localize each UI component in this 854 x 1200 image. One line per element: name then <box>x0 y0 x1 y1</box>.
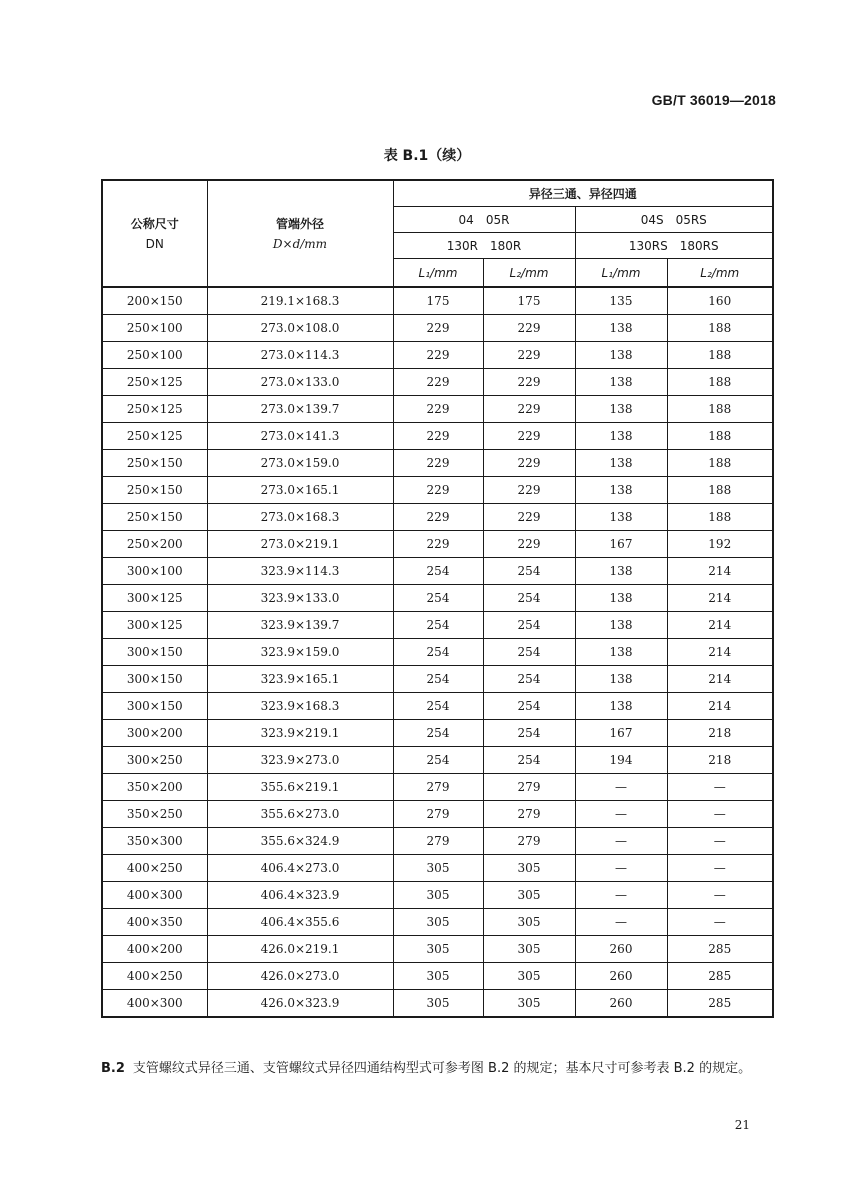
table-row <box>102 828 773 855</box>
cell-l1-b: — <box>575 828 667 855</box>
cell-l2-b: 214 <box>667 693 773 720</box>
cell-l2-b: 214 <box>667 585 773 612</box>
cell-l1-b: 138 <box>575 342 667 369</box>
header-subgroup-a-line2: 130R 180R <box>393 233 575 259</box>
table-row <box>102 882 773 909</box>
cell-nominal-size: 400×250 <box>102 963 207 990</box>
cell-l2-b: 160 <box>667 287 773 315</box>
table-row <box>102 342 773 369</box>
table-row <box>102 315 773 342</box>
cell-nominal-size: 400×300 <box>102 990 207 1018</box>
header-nominal-size-label: 公称尺寸 <box>130 216 179 231</box>
header-subgroup-b-line2: 130RS 180RS <box>575 233 773 259</box>
cell-outer-diameter: 273.0×159.0 <box>207 450 393 477</box>
cell-l1-a: 254 <box>393 639 483 666</box>
cell-outer-diameter: 273.0×165.1 <box>207 477 393 504</box>
cell-l2-a: 229 <box>483 396 575 423</box>
cell-l2-b: 214 <box>667 612 773 639</box>
cell-l1-b: 138 <box>575 423 667 450</box>
cell-l2-b: — <box>667 801 773 828</box>
cell-l1-a: 305 <box>393 936 483 963</box>
cell-l2-a: 254 <box>483 666 575 693</box>
cell-outer-diameter: 406.4×323.9 <box>207 882 393 909</box>
cell-l2-b: 188 <box>667 450 773 477</box>
cell-outer-diameter: 355.6×273.0 <box>207 801 393 828</box>
cell-l1-b: 138 <box>575 693 667 720</box>
cell-l2-a: 229 <box>483 477 575 504</box>
cell-nominal-size: 250×150 <box>102 450 207 477</box>
cell-nominal-size: 400×350 <box>102 909 207 936</box>
cell-outer-diameter: 219.1×168.3 <box>207 287 393 315</box>
cell-l2-a: 305 <box>483 936 575 963</box>
cell-l2-a: 229 <box>483 369 575 396</box>
cell-outer-diameter: 406.4×273.0 <box>207 855 393 882</box>
cell-l1-a: 305 <box>393 882 483 909</box>
cell-l2-a: 254 <box>483 720 575 747</box>
cell-nominal-size: 250×125 <box>102 369 207 396</box>
cell-l2-a: 229 <box>483 342 575 369</box>
cell-l1-a: 175 <box>393 287 483 315</box>
dimension-table <box>101 179 774 1018</box>
cell-l2-a: 305 <box>483 990 575 1018</box>
cell-l1-b: 138 <box>575 369 667 396</box>
cell-outer-diameter: 426.0×323.9 <box>207 990 393 1018</box>
cell-l2-a: 254 <box>483 585 575 612</box>
cell-l2-b: 188 <box>667 423 773 450</box>
table-row <box>102 369 773 396</box>
table-body <box>102 287 773 1017</box>
table-header <box>102 180 773 287</box>
cell-nominal-size: 350×250 <box>102 801 207 828</box>
cell-l1-a: 254 <box>393 693 483 720</box>
cell-outer-diameter: 273.0×219.1 <box>207 531 393 558</box>
cell-l1-b: — <box>575 774 667 801</box>
cell-nominal-size: 200×150 <box>102 287 207 315</box>
cell-l1-b: 260 <box>575 990 667 1018</box>
cell-outer-diameter: 273.0×108.0 <box>207 315 393 342</box>
cell-l2-a: 305 <box>483 882 575 909</box>
cell-l2-b: 188 <box>667 504 773 531</box>
table-row <box>102 963 773 990</box>
cell-outer-diameter: 323.9×219.1 <box>207 720 393 747</box>
cell-l1-b: 138 <box>575 450 667 477</box>
cell-l1-a: 229 <box>393 423 483 450</box>
cell-nominal-size: 300×250 <box>102 747 207 774</box>
table-row <box>102 477 773 504</box>
table-row <box>102 720 773 747</box>
cell-l1-b: 138 <box>575 504 667 531</box>
cell-l2-a: 254 <box>483 558 575 585</box>
cell-l1-b: 138 <box>575 477 667 504</box>
cell-l2-b: 214 <box>667 639 773 666</box>
cell-l2-b: 218 <box>667 747 773 774</box>
cell-l1-b: 138 <box>575 666 667 693</box>
table-row <box>102 666 773 693</box>
header-group-title: 异径三通、异径四通 <box>393 180 773 207</box>
cell-l2-b: — <box>667 774 773 801</box>
cell-nominal-size: 300×100 <box>102 558 207 585</box>
cell-outer-diameter: 323.9×273.0 <box>207 747 393 774</box>
cell-outer-diameter: 323.9×139.7 <box>207 612 393 639</box>
cell-outer-diameter: 406.4×355.6 <box>207 909 393 936</box>
cell-l1-b: 260 <box>575 963 667 990</box>
cell-l1-a: 229 <box>393 504 483 531</box>
cell-l2-b: 285 <box>667 936 773 963</box>
table-row <box>102 774 773 801</box>
table-row <box>102 801 773 828</box>
cell-l1-b: — <box>575 882 667 909</box>
cell-l2-b: 214 <box>667 558 773 585</box>
cell-l1-b: 167 <box>575 531 667 558</box>
table-row <box>102 585 773 612</box>
cell-l2-a: 229 <box>483 315 575 342</box>
cell-l1-a: 305 <box>393 855 483 882</box>
cell-nominal-size: 250×100 <box>102 315 207 342</box>
cell-l1-a: 279 <box>393 801 483 828</box>
cell-l2-b: 188 <box>667 369 773 396</box>
cell-l1-a: 229 <box>393 450 483 477</box>
cell-outer-diameter: 273.0×168.3 <box>207 504 393 531</box>
table-row <box>102 450 773 477</box>
cell-l1-b: 260 <box>575 936 667 963</box>
cell-l2-a: 175 <box>483 287 575 315</box>
cell-l1-a: 254 <box>393 747 483 774</box>
cell-l1-a: 305 <box>393 963 483 990</box>
cell-l2-a: 279 <box>483 828 575 855</box>
cell-outer-diameter: 273.0×141.3 <box>207 423 393 450</box>
cell-l2-a: 229 <box>483 531 575 558</box>
cell-l1-a: 254 <box>393 720 483 747</box>
header-nominal-size <box>102 180 207 287</box>
header-subgroup-b-line1: 04S 05RS <box>575 207 773 233</box>
cell-nominal-size: 300×200 <box>102 720 207 747</box>
cell-outer-diameter: 323.9×114.3 <box>207 558 393 585</box>
cell-nominal-size: 250×150 <box>102 504 207 531</box>
cell-l1-b: — <box>575 855 667 882</box>
table-title: 表 B.1（续） <box>383 148 471 164</box>
cell-l1-a: 229 <box>393 396 483 423</box>
header-outer-diameter-unit: D×d/mm <box>272 236 328 251</box>
cell-l1-b: 138 <box>575 585 667 612</box>
cell-l2-b: — <box>667 909 773 936</box>
cell-nominal-size: 400×200 <box>102 936 207 963</box>
cell-l2-b: 188 <box>667 477 773 504</box>
table-row <box>102 936 773 963</box>
cell-l2-b: 214 <box>667 666 773 693</box>
cell-nominal-size: 400×250 <box>102 855 207 882</box>
cell-l2-a: 254 <box>483 693 575 720</box>
table-row <box>102 747 773 774</box>
cell-nominal-size: 300×125 <box>102 585 207 612</box>
cell-outer-diameter: 273.0×114.3 <box>207 342 393 369</box>
cell-outer-diameter: 426.0×219.1 <box>207 936 393 963</box>
cell-l1-a: 254 <box>393 558 483 585</box>
table-row <box>102 612 773 639</box>
cell-outer-diameter: 355.6×324.9 <box>207 828 393 855</box>
cell-l1-b: 135 <box>575 287 667 315</box>
cell-nominal-size: 250×125 <box>102 396 207 423</box>
header-l1-a: L₁/mm <box>393 259 483 288</box>
table-row <box>102 855 773 882</box>
cell-l1-b: 194 <box>575 747 667 774</box>
header-l2-a: L₂/mm <box>483 259 575 288</box>
cell-nominal-size: 300×150 <box>102 693 207 720</box>
table-row <box>102 639 773 666</box>
table-row <box>102 423 773 450</box>
cell-l1-a: 229 <box>393 531 483 558</box>
header-l2-b: L₂/mm <box>667 259 773 288</box>
cell-l1-a: 229 <box>393 342 483 369</box>
cell-l2-a: 229 <box>483 504 575 531</box>
cell-l1-b: — <box>575 909 667 936</box>
cell-nominal-size: 350×200 <box>102 774 207 801</box>
header-l1-b: L₁/mm <box>575 259 667 288</box>
header-outer-diameter <box>207 180 393 287</box>
cell-l2-a: 254 <box>483 747 575 774</box>
cell-l1-a: 279 <box>393 828 483 855</box>
clause-b2 <box>101 1055 773 1082</box>
cell-l2-a: 229 <box>483 423 575 450</box>
cell-nominal-size: 250×125 <box>102 423 207 450</box>
cell-l1-b: 138 <box>575 612 667 639</box>
cell-l1-a: 229 <box>393 369 483 396</box>
cell-l1-a: 229 <box>393 477 483 504</box>
cell-l1-b: 138 <box>575 558 667 585</box>
table-row <box>102 504 773 531</box>
cell-nominal-size: 250×150 <box>102 477 207 504</box>
cell-l1-b: 167 <box>575 720 667 747</box>
cell-l2-b: — <box>667 828 773 855</box>
cell-l1-b: — <box>575 801 667 828</box>
cell-l2-a: 305 <box>483 963 575 990</box>
cell-l1-a: 229 <box>393 315 483 342</box>
cell-l1-b: 138 <box>575 315 667 342</box>
clause-text: 支管螺纹式异径三通、支管螺纹式异径四通结构型式可参考图 B.2 的规定；基本尺寸可参考表 B.2 的规定。 <box>132 1061 752 1076</box>
header-outer-diameter-label: 管端外径 <box>275 216 324 231</box>
cell-l2-a: 279 <box>483 774 575 801</box>
cell-outer-diameter: 273.0×139.7 <box>207 396 393 423</box>
cell-outer-diameter: 323.9×133.0 <box>207 585 393 612</box>
cell-outer-diameter: 323.9×168.3 <box>207 693 393 720</box>
cell-outer-diameter: 355.6×219.1 <box>207 774 393 801</box>
cell-l2-a: 305 <box>483 855 575 882</box>
table-row <box>102 396 773 423</box>
cell-l2-b: 192 <box>667 531 773 558</box>
cell-l2-a: 254 <box>483 612 575 639</box>
cell-l1-a: 279 <box>393 774 483 801</box>
cell-outer-diameter: 323.9×159.0 <box>207 639 393 666</box>
cell-l1-a: 305 <box>393 909 483 936</box>
cell-nominal-size: 300×150 <box>102 639 207 666</box>
clause-number: B.2 <box>101 1061 125 1076</box>
cell-l2-b: 218 <box>667 720 773 747</box>
page-number: 21 <box>734 1118 750 1132</box>
cell-l1-b: 138 <box>575 639 667 666</box>
cell-l1-b: 138 <box>575 396 667 423</box>
table-row <box>102 287 773 315</box>
cell-l2-b: 188 <box>667 315 773 342</box>
cell-nominal-size: 250×200 <box>102 531 207 558</box>
cell-l2-b: — <box>667 855 773 882</box>
cell-l2-a: 279 <box>483 801 575 828</box>
cell-l2-a: 229 <box>483 450 575 477</box>
cell-l2-b: 188 <box>667 342 773 369</box>
cell-outer-diameter: 323.9×165.1 <box>207 666 393 693</box>
cell-l1-a: 254 <box>393 612 483 639</box>
table-row <box>102 558 773 585</box>
table-row <box>102 531 773 558</box>
cell-outer-diameter: 273.0×133.0 <box>207 369 393 396</box>
cell-l2-b: 285 <box>667 990 773 1018</box>
cell-l2-b: 188 <box>667 396 773 423</box>
table-row <box>102 693 773 720</box>
cell-nominal-size: 400×300 <box>102 882 207 909</box>
cell-nominal-size: 350×300 <box>102 828 207 855</box>
cell-l2-b: 285 <box>667 963 773 990</box>
standard-code: GB/T 36019—2018 <box>651 92 776 108</box>
cell-l1-a: 254 <box>393 585 483 612</box>
table-row <box>102 909 773 936</box>
table-row <box>102 990 773 1018</box>
header-subgroup-a-line1: 04 05R <box>393 207 575 233</box>
cell-nominal-size: 300×125 <box>102 612 207 639</box>
cell-outer-diameter: 426.0×273.0 <box>207 963 393 990</box>
cell-l1-a: 305 <box>393 990 483 1018</box>
header-nominal-size-unit: DN <box>145 236 164 251</box>
cell-l2-a: 305 <box>483 909 575 936</box>
cell-l1-a: 254 <box>393 666 483 693</box>
cell-nominal-size: 250×100 <box>102 342 207 369</box>
cell-l2-a: 254 <box>483 639 575 666</box>
cell-nominal-size: 300×150 <box>102 666 207 693</box>
cell-l2-b: — <box>667 882 773 909</box>
